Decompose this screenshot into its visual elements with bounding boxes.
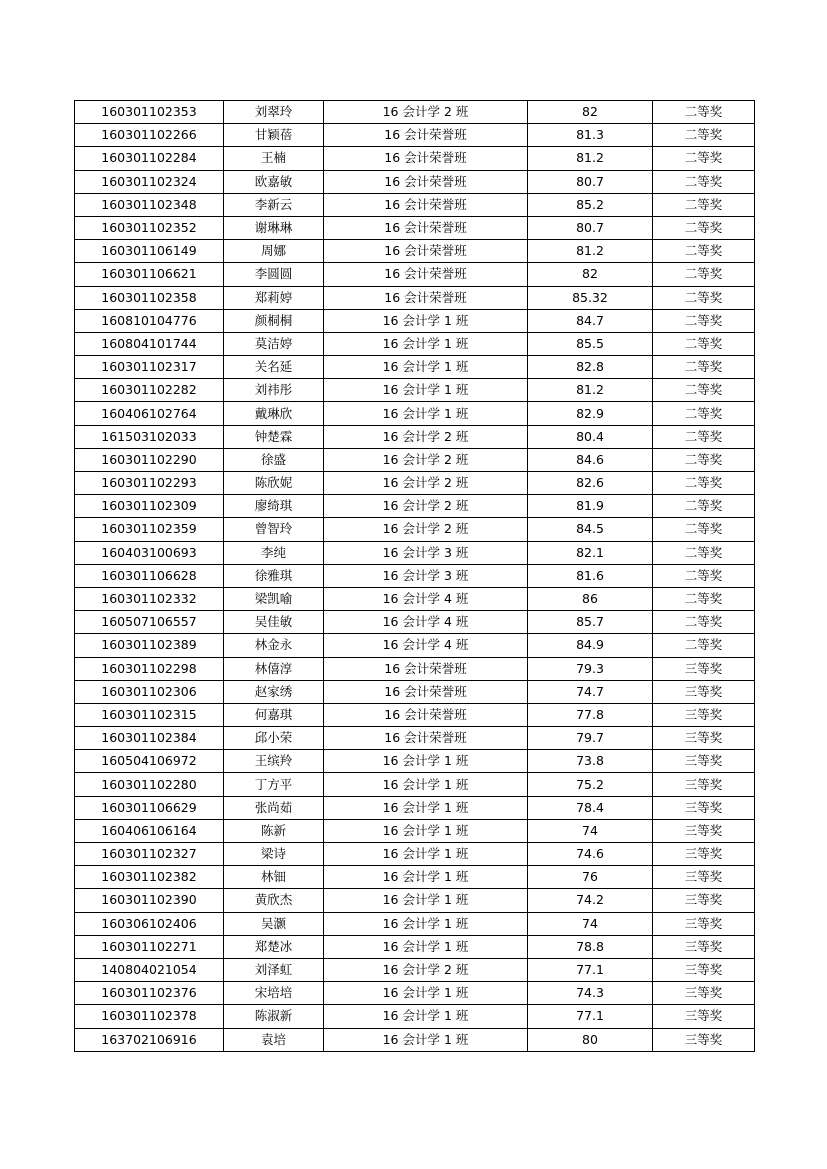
class-cell: 16 会计学 1 班 <box>324 889 528 912</box>
table-row <box>75 170 755 193</box>
score-cell: 74.3 <box>528 982 653 1005</box>
student-name-cell: 周娜 <box>224 240 324 263</box>
student-name-cell: 黄欣杰 <box>224 889 324 912</box>
student-id-cell: 160301102332 <box>75 587 224 610</box>
class-cell: 16 会计荣誉班 <box>324 727 528 750</box>
student-name-cell: 戴琳欣 <box>224 402 324 425</box>
student-id-cell: 160301102306 <box>75 680 224 703</box>
score-cell: 85.32 <box>528 286 653 309</box>
score-cell: 74.7 <box>528 680 653 703</box>
student-name-cell: 郑楚冰 <box>224 935 324 958</box>
table-row <box>75 147 755 170</box>
score-cell: 79.3 <box>528 657 653 680</box>
score-cell: 77.1 <box>528 1005 653 1028</box>
award-level-cell: 三等奖 <box>653 912 755 935</box>
award-level-cell: 二等奖 <box>653 402 755 425</box>
student-id-cell: 160306102406 <box>75 912 224 935</box>
student-name-cell: 甘颖蓓 <box>224 124 324 147</box>
student-id-cell: 160804101744 <box>75 332 224 355</box>
student-id-cell: 160301102309 <box>75 495 224 518</box>
student-id-cell: 160810104776 <box>75 309 224 332</box>
student-id-cell: 160301102378 <box>75 1005 224 1028</box>
student-name-cell: 陈欣妮 <box>224 472 324 495</box>
class-cell: 16 会计荣誉班 <box>324 657 528 680</box>
student-name-cell: 宋培培 <box>224 982 324 1005</box>
student-id-cell: 160301102282 <box>75 379 224 402</box>
class-cell: 16 会计学 1 班 <box>324 935 528 958</box>
student-name-cell: 李圆圆 <box>224 263 324 286</box>
table-row <box>75 495 755 518</box>
class-cell: 16 会计学 1 班 <box>324 1028 528 1051</box>
award-table-body <box>75 101 755 1052</box>
student-id-cell: 160301102358 <box>75 286 224 309</box>
award-level-cell: 二等奖 <box>653 634 755 657</box>
student-name-cell: 陈淑新 <box>224 1005 324 1028</box>
class-cell: 16 会计学 2 班 <box>324 448 528 471</box>
award-level-cell: 三等奖 <box>653 819 755 842</box>
score-cell: 85.5 <box>528 332 653 355</box>
student-id-cell: 160301102266 <box>75 124 224 147</box>
class-cell: 16 会计荣誉班 <box>324 240 528 263</box>
award-level-cell: 二等奖 <box>653 240 755 263</box>
class-cell: 16 会计学 1 班 <box>324 866 528 889</box>
table-row <box>75 379 755 402</box>
student-id-cell: 160301102290 <box>75 448 224 471</box>
score-cell: 84.7 <box>528 309 653 332</box>
student-name-cell: 李纯 <box>224 541 324 564</box>
table-row <box>75 518 755 541</box>
student-id-cell: 161503102033 <box>75 425 224 448</box>
table-row <box>75 1005 755 1028</box>
student-name-cell: 吴佳敏 <box>224 611 324 634</box>
award-level-cell: 二等奖 <box>653 587 755 610</box>
score-cell: 79.7 <box>528 727 653 750</box>
class-cell: 16 会计荣誉班 <box>324 680 528 703</box>
class-cell: 16 会计荣誉班 <box>324 170 528 193</box>
table-row <box>75 657 755 680</box>
class-cell: 16 会计学 4 班 <box>324 611 528 634</box>
student-name-cell: 徐雅琪 <box>224 564 324 587</box>
score-cell: 80.4 <box>528 425 653 448</box>
student-name-cell: 邱小荣 <box>224 727 324 750</box>
class-cell: 16 会计荣誉班 <box>324 216 528 239</box>
student-id-cell: 160301106621 <box>75 263 224 286</box>
student-name-cell: 莫洁婷 <box>224 332 324 355</box>
award-level-cell: 二等奖 <box>653 263 755 286</box>
student-id-cell: 160504106972 <box>75 750 224 773</box>
student-name-cell: 徐盛 <box>224 448 324 471</box>
score-cell: 81.2 <box>528 240 653 263</box>
class-cell: 16 会计学 2 班 <box>324 472 528 495</box>
score-cell: 74 <box>528 912 653 935</box>
student-name-cell: 刘祎彤 <box>224 379 324 402</box>
table-row <box>75 611 755 634</box>
student-id-cell: 160301102317 <box>75 356 224 379</box>
table-row <box>75 680 755 703</box>
class-cell: 16 会计荣誉班 <box>324 193 528 216</box>
award-level-cell: 二等奖 <box>653 472 755 495</box>
student-name-cell: 梁凯喻 <box>224 587 324 610</box>
score-cell: 82.8 <box>528 356 653 379</box>
class-cell: 16 会计学 2 班 <box>324 101 528 124</box>
student-name-cell: 颜桐桐 <box>224 309 324 332</box>
student-name-cell: 赵家绣 <box>224 680 324 703</box>
score-cell: 82 <box>528 101 653 124</box>
award-level-cell: 二等奖 <box>653 101 755 124</box>
score-cell: 85.7 <box>528 611 653 634</box>
class-cell: 16 会计荣誉班 <box>324 286 528 309</box>
table-row <box>75 889 755 912</box>
award-level-cell: 二等奖 <box>653 379 755 402</box>
score-cell: 81.3 <box>528 124 653 147</box>
class-cell: 16 会计学 3 班 <box>324 541 528 564</box>
table-row <box>75 727 755 750</box>
award-level-cell: 三等奖 <box>653 750 755 773</box>
class-cell: 16 会计学 2 班 <box>324 495 528 518</box>
student-id-cell: 160403100693 <box>75 541 224 564</box>
student-id-cell: 160406102764 <box>75 402 224 425</box>
award-level-cell: 三等奖 <box>653 1028 755 1051</box>
award-level-cell: 三等奖 <box>653 1005 755 1028</box>
award-level-cell: 三等奖 <box>653 935 755 958</box>
class-cell: 16 会计学 1 班 <box>324 796 528 819</box>
score-cell: 82.6 <box>528 472 653 495</box>
award-level-cell: 二等奖 <box>653 286 755 309</box>
table-row <box>75 472 755 495</box>
table-row <box>75 263 755 286</box>
student-name-cell: 陈新 <box>224 819 324 842</box>
student-id-cell: 160301102324 <box>75 170 224 193</box>
award-level-cell: 二等奖 <box>653 193 755 216</box>
student-id-cell: 160301102353 <box>75 101 224 124</box>
student-id-cell: 160406106164 <box>75 819 224 842</box>
table-row <box>75 286 755 309</box>
student-name-cell: 郑莉婷 <box>224 286 324 309</box>
table-row <box>75 216 755 239</box>
class-cell: 16 会计学 1 班 <box>324 356 528 379</box>
score-cell: 84.9 <box>528 634 653 657</box>
score-cell: 74 <box>528 819 653 842</box>
student-id-cell: 160301102376 <box>75 982 224 1005</box>
table-row <box>75 912 755 935</box>
class-cell: 16 会计荣誉班 <box>324 703 528 726</box>
class-cell: 16 会计学 4 班 <box>324 587 528 610</box>
award-level-cell: 三等奖 <box>653 680 755 703</box>
class-cell: 16 会计学 4 班 <box>324 634 528 657</box>
table-row <box>75 819 755 842</box>
award-level-cell: 二等奖 <box>653 356 755 379</box>
student-name-cell: 林钿 <box>224 866 324 889</box>
award-level-cell: 二等奖 <box>653 564 755 587</box>
student-id-cell: 160301102271 <box>75 935 224 958</box>
award-level-cell: 二等奖 <box>653 147 755 170</box>
score-cell: 78.4 <box>528 796 653 819</box>
table-row <box>75 240 755 263</box>
score-cell: 86 <box>528 587 653 610</box>
class-cell: 16 会计学 1 班 <box>324 982 528 1005</box>
student-id-cell: 160301102389 <box>75 634 224 657</box>
class-cell: 16 会计荣誉班 <box>324 124 528 147</box>
award-level-cell: 二等奖 <box>653 332 755 355</box>
student-name-cell: 林金永 <box>224 634 324 657</box>
student-id-cell: 160301102382 <box>75 866 224 889</box>
table-row <box>75 1028 755 1051</box>
student-name-cell: 王缤羚 <box>224 750 324 773</box>
student-name-cell: 梁诗 <box>224 843 324 866</box>
class-cell: 16 会计学 1 班 <box>324 379 528 402</box>
table-row <box>75 332 755 355</box>
student-name-cell: 刘翠玲 <box>224 101 324 124</box>
class-cell: 16 会计学 1 班 <box>324 1005 528 1028</box>
score-cell: 81.2 <box>528 379 653 402</box>
score-cell: 82.9 <box>528 402 653 425</box>
table-row <box>75 982 755 1005</box>
table-row <box>75 703 755 726</box>
class-cell: 16 会计学 3 班 <box>324 564 528 587</box>
score-cell: 82 <box>528 263 653 286</box>
student-name-cell: 欧嘉敏 <box>224 170 324 193</box>
score-cell: 73.8 <box>528 750 653 773</box>
student-name-cell: 张尚茹 <box>224 796 324 819</box>
student-name-cell: 王楠 <box>224 147 324 170</box>
student-id-cell: 160301102390 <box>75 889 224 912</box>
score-cell: 81.2 <box>528 147 653 170</box>
table-row <box>75 773 755 796</box>
student-id-cell: 160301106629 <box>75 796 224 819</box>
class-cell: 16 会计学 1 班 <box>324 773 528 796</box>
award-level-cell: 二等奖 <box>653 495 755 518</box>
score-cell: 84.5 <box>528 518 653 541</box>
score-cell: 84.6 <box>528 448 653 471</box>
award-list-sheet <box>74 100 755 1052</box>
award-level-cell: 二等奖 <box>653 124 755 147</box>
award-level-cell: 三等奖 <box>653 657 755 680</box>
award-level-cell: 三等奖 <box>653 773 755 796</box>
table-row <box>75 866 755 889</box>
student-id-cell: 160301102352 <box>75 216 224 239</box>
award-level-cell: 三等奖 <box>653 703 755 726</box>
score-cell: 80.7 <box>528 170 653 193</box>
award-level-cell: 二等奖 <box>653 170 755 193</box>
student-id-cell: 160301102384 <box>75 727 224 750</box>
class-cell: 16 会计学 2 班 <box>324 518 528 541</box>
score-cell: 75.2 <box>528 773 653 796</box>
table-row <box>75 958 755 981</box>
table-row <box>75 193 755 216</box>
table-row <box>75 309 755 332</box>
class-cell: 16 会计学 1 班 <box>324 819 528 842</box>
student-name-cell: 关名延 <box>224 356 324 379</box>
student-name-cell: 谢琳琳 <box>224 216 324 239</box>
student-name-cell: 钟楚霖 <box>224 425 324 448</box>
class-cell: 16 会计学 1 班 <box>324 309 528 332</box>
student-id-cell: 160507106557 <box>75 611 224 634</box>
award-level-cell: 三等奖 <box>653 843 755 866</box>
score-cell: 80 <box>528 1028 653 1051</box>
award-level-cell: 三等奖 <box>653 866 755 889</box>
student-name-cell: 吴灏 <box>224 912 324 935</box>
class-cell: 16 会计学 1 班 <box>324 402 528 425</box>
class-cell: 16 会计学 1 班 <box>324 750 528 773</box>
award-table <box>74 100 755 1052</box>
table-row <box>75 124 755 147</box>
award-level-cell: 三等奖 <box>653 796 755 819</box>
score-cell: 74.6 <box>528 843 653 866</box>
score-cell: 77.8 <box>528 703 653 726</box>
score-cell: 80.7 <box>528 216 653 239</box>
student-name-cell: 刘泽虹 <box>224 958 324 981</box>
score-cell: 81.9 <box>528 495 653 518</box>
student-id-cell: 163702106916 <box>75 1028 224 1051</box>
student-id-cell: 160301102293 <box>75 472 224 495</box>
student-name-cell: 曾智玲 <box>224 518 324 541</box>
student-name-cell: 李新云 <box>224 193 324 216</box>
class-cell: 16 会计荣誉班 <box>324 263 528 286</box>
student-name-cell: 何嘉琪 <box>224 703 324 726</box>
score-cell: 81.6 <box>528 564 653 587</box>
award-level-cell: 二等奖 <box>653 309 755 332</box>
table-row <box>75 796 755 819</box>
student-id-cell: 160301102327 <box>75 843 224 866</box>
table-row <box>75 935 755 958</box>
student-id-cell: 160301106628 <box>75 564 224 587</box>
table-row <box>75 587 755 610</box>
score-cell: 76 <box>528 866 653 889</box>
table-row <box>75 564 755 587</box>
table-row <box>75 750 755 773</box>
student-id-cell: 160301102315 <box>75 703 224 726</box>
table-row <box>75 634 755 657</box>
award-level-cell: 三等奖 <box>653 982 755 1005</box>
table-row <box>75 356 755 379</box>
student-id-cell: 160301102348 <box>75 193 224 216</box>
score-cell: 85.2 <box>528 193 653 216</box>
class-cell: 16 会计学 1 班 <box>324 843 528 866</box>
class-cell: 16 会计学 1 班 <box>324 912 528 935</box>
student-id-cell: 160301102280 <box>75 773 224 796</box>
score-cell: 74.2 <box>528 889 653 912</box>
student-name-cell: 林僖淳 <box>224 657 324 680</box>
class-cell: 16 会计学 1 班 <box>324 332 528 355</box>
table-row <box>75 101 755 124</box>
table-row <box>75 425 755 448</box>
award-level-cell: 三等奖 <box>653 889 755 912</box>
award-level-cell: 二等奖 <box>653 611 755 634</box>
award-level-cell: 二等奖 <box>653 518 755 541</box>
award-level-cell: 二等奖 <box>653 216 755 239</box>
score-cell: 77.1 <box>528 958 653 981</box>
table-row <box>75 448 755 471</box>
table-row <box>75 843 755 866</box>
student-name-cell: 廖绮琪 <box>224 495 324 518</box>
award-level-cell: 三等奖 <box>653 727 755 750</box>
award-level-cell: 二等奖 <box>653 425 755 448</box>
student-id-cell: 140804021054 <box>75 958 224 981</box>
award-level-cell: 二等奖 <box>653 541 755 564</box>
award-level-cell: 二等奖 <box>653 448 755 471</box>
table-row <box>75 402 755 425</box>
student-id-cell: 160301106149 <box>75 240 224 263</box>
class-cell: 16 会计荣誉班 <box>324 147 528 170</box>
student-id-cell: 160301102298 <box>75 657 224 680</box>
table-row <box>75 541 755 564</box>
award-level-cell: 三等奖 <box>653 958 755 981</box>
student-id-cell: 160301102359 <box>75 518 224 541</box>
class-cell: 16 会计学 2 班 <box>324 958 528 981</box>
student-name-cell: 袁培 <box>224 1028 324 1051</box>
student-id-cell: 160301102284 <box>75 147 224 170</box>
score-cell: 78.8 <box>528 935 653 958</box>
score-cell: 82.1 <box>528 541 653 564</box>
student-name-cell: 丁方平 <box>224 773 324 796</box>
class-cell: 16 会计学 2 班 <box>324 425 528 448</box>
